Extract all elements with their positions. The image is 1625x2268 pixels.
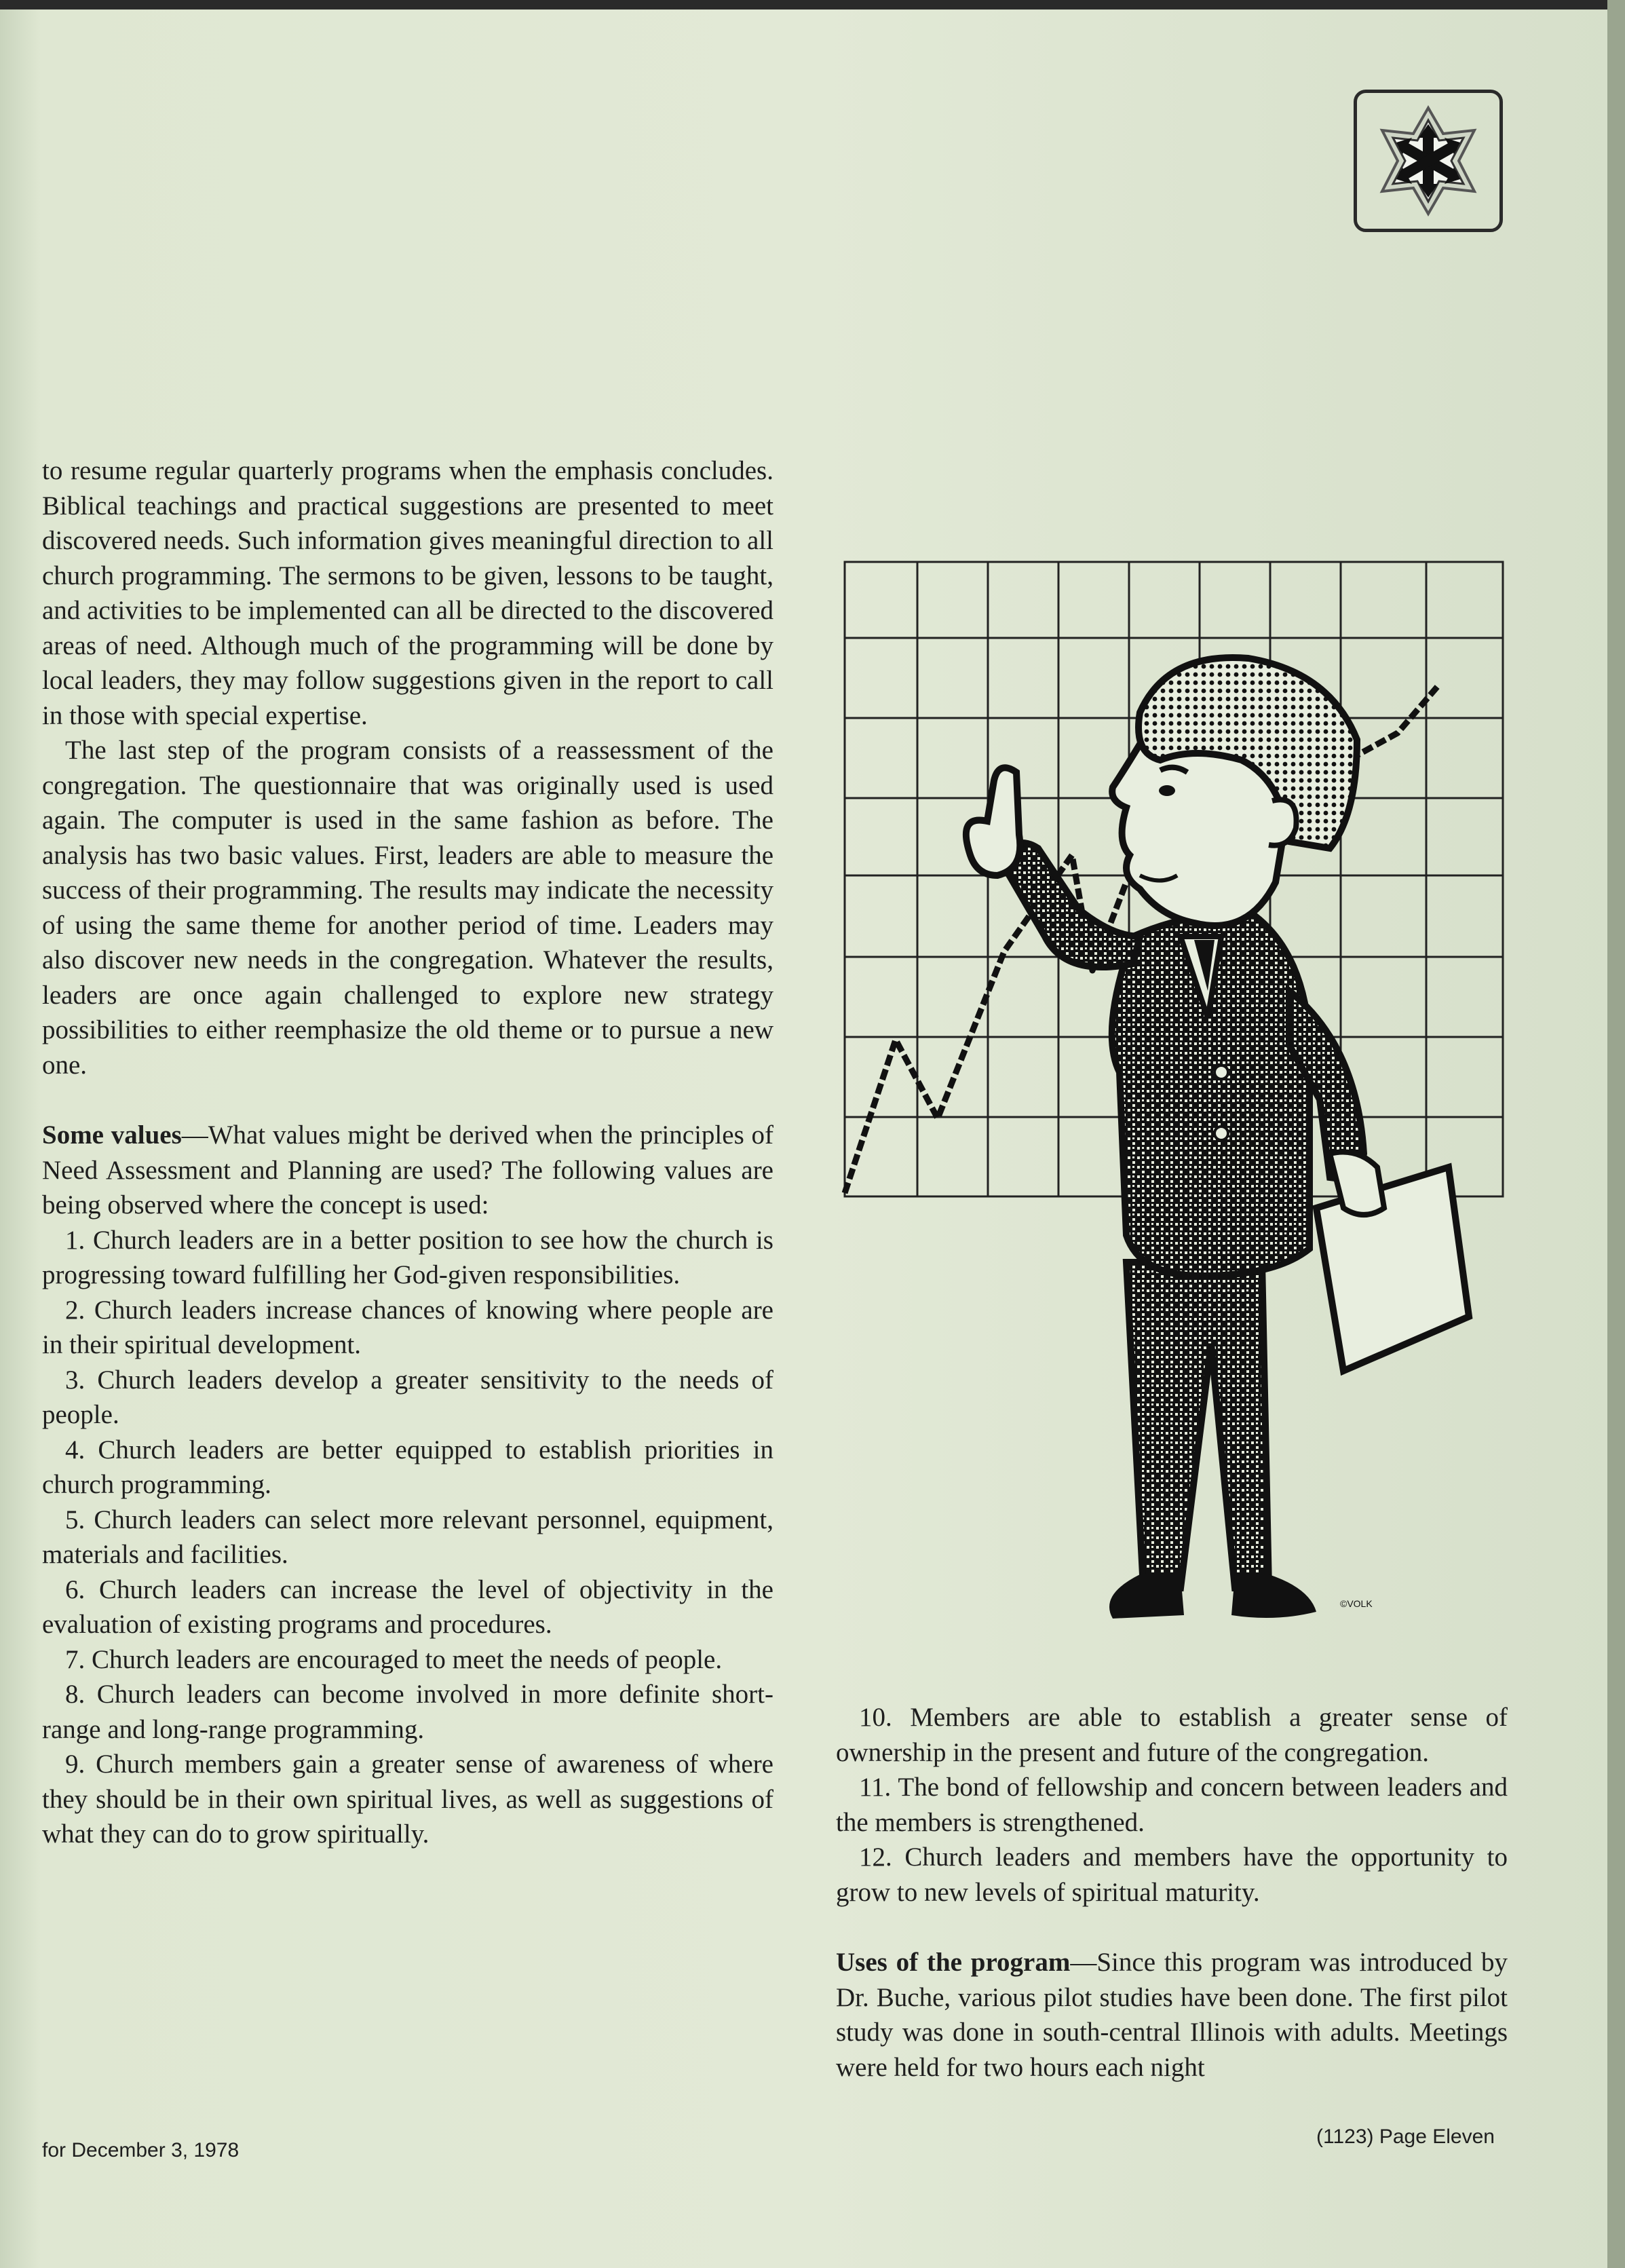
page-right-edge xyxy=(1607,0,1625,2268)
star-emblem-icon xyxy=(1371,103,1486,219)
list-item: 5. Church leaders can select more relevant personnel, equipment, materials and facilities. xyxy=(42,1505,773,1569)
paragraph: to resume regular quarterly programs when the emphasis concludes. Biblical teachings and practical suggestions are presented to meet discovered needs. Such information gives meaningful direction to all church programming. The sermons to be given, lessons to be taught, and activities to be implemented can all be directed to the discovered areas of need. Although much of the programming will be done by local leaders, they may follow suggestions given in the report to call in those with special expertise. xyxy=(42,456,773,730)
page-top-edge xyxy=(0,0,1625,10)
right-text-column xyxy=(836,1700,1508,2085)
list-item: 6. Church leaders can increase the level of objectivity in the evaluation of existing programs and procedures. xyxy=(42,1574,773,1639)
list-item: 7. Church leaders are encouraged to meet the needs of people. xyxy=(65,1644,723,1674)
list-item: 10. Members are able to establish a greater sense of ownership in the present and future of the congregation. xyxy=(836,1703,1508,1767)
list-item: 12. Church leaders and members have the opportunity to grow to new levels of spiritual maturity. xyxy=(836,1842,1508,1907)
list-item: 3. Church leaders develop a greater sensitivity to the needs of people. xyxy=(42,1365,773,1429)
values-intro: —What values might be derived when the principles of Need Assessment and Planning are used? The following values are being observed where the concept is used: xyxy=(42,1120,773,1220)
left-text-column xyxy=(42,453,773,1852)
paragraph: The last step of the program consists of a reassessment of the congregation. The questionnaire that was originally used is used again. The computer is used in the same fashion as before. The analysis has two basic values. First, leaders are able to measure the success of their programming. The results may indicate the necessity of using the same theme for another period of time. Leaders may also discover new needs in the congregation. Whatever the results, leaders are once again challenged to explore new strategy possibilities to either reemphasize the old theme or to pursue a new one. xyxy=(42,736,773,1080)
list-item: 9. Church members gain a greater sense of awareness of where they should be in their own spiritual lives, as well as suggestions of what they can do to grow spiritually. xyxy=(42,1750,773,1849)
footer-page-number: (1123) Page Eleven xyxy=(1316,2125,1495,2148)
illustration-signature: ©VOLK xyxy=(1340,1598,1373,1609)
list-item: 11. The bond of fellowship and concern between leaders and the members is strengthened. xyxy=(836,1773,1508,1837)
list-item: 1. Church leaders are in a better position to see how the church is progressing toward fulfilling her God-given responsibilities. xyxy=(42,1225,773,1289)
logo-emblem xyxy=(1354,90,1503,232)
uses-paragraph xyxy=(836,1945,1508,2085)
list-item: 4. Church leaders are better equipped to establish priorities in church programming. xyxy=(42,1435,773,1499)
uses-text: —Since this program was introduced by Dr. Buche, various pilot studies have been done. The first pilot study was done in south-central Illinois with adults. Meetings were held for two hours each night xyxy=(836,1948,1508,2082)
list-item: 2. Church leaders increase chances of knowing where people are in their spiritual development. xyxy=(42,1295,773,1359)
values-paragraph xyxy=(42,1118,773,1223)
man-with-chart-illustration xyxy=(841,556,1520,1629)
section-heading: Some values xyxy=(42,1120,182,1150)
section-heading: Uses of the program xyxy=(836,1948,1071,1977)
footer-date: for December 3, 1978 xyxy=(42,2139,240,2161)
list-item: 8. Church leaders can become involved in more definite short-range and long-range programming. xyxy=(42,1680,773,1744)
